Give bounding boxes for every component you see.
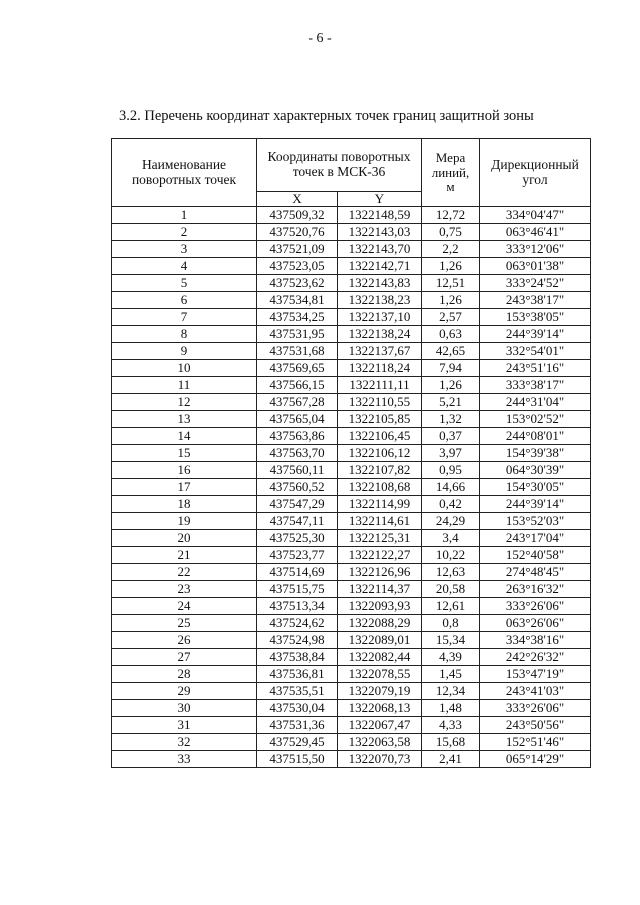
table-row — [112, 513, 591, 530]
line-length-cell: 1,32 — [422, 411, 480, 428]
coord-y-cell: 1322082,44 — [338, 649, 422, 666]
direction-angle-cell: 154°39'38" — [480, 445, 591, 462]
direction-angle-cell: 263°16'32" — [480, 581, 591, 598]
coord-x-cell: 437560,52 — [257, 479, 338, 496]
table-row — [112, 530, 591, 547]
line-length-cell: 42,65 — [422, 343, 480, 360]
point-number-cell: 4 — [112, 258, 257, 275]
direction-angle-cell: 244°39'14" — [480, 326, 591, 343]
line-length-cell: 15,34 — [422, 632, 480, 649]
line-length-cell: 12,34 — [422, 683, 480, 700]
direction-angle-cell: 333°26'06" — [480, 700, 591, 717]
direction-angle-cell: 244°39'14" — [480, 496, 591, 513]
line-length-cell: 12,61 — [422, 598, 480, 615]
coord-y-cell: 1322138,24 — [338, 326, 422, 343]
line-length-cell: 24,29 — [422, 513, 480, 530]
table-row — [112, 479, 591, 496]
direction-angle-cell: 242°26'32" — [480, 649, 591, 666]
direction-angle-cell: 274°48'45" — [480, 564, 591, 581]
table-row — [112, 700, 591, 717]
coord-x-cell: 437523,77 — [257, 547, 338, 564]
direction-angle-cell: 332°54'01" — [480, 343, 591, 360]
point-number-cell: 19 — [112, 513, 257, 530]
direction-angle-cell: 243°41'03" — [480, 683, 591, 700]
coord-x-cell: 437563,86 — [257, 428, 338, 445]
coord-x-cell: 437566,15 — [257, 377, 338, 394]
line-length-cell: 0,8 — [422, 615, 480, 632]
line-length-cell: 3,4 — [422, 530, 480, 547]
coord-y-cell: 1322114,61 — [338, 513, 422, 530]
point-number-cell: 13 — [112, 411, 257, 428]
point-number-cell: 6 — [112, 292, 257, 309]
line-length-cell: 12,63 — [422, 564, 480, 581]
point-number-cell: 17 — [112, 479, 257, 496]
coord-y-cell: 1322143,70 — [338, 241, 422, 258]
coord-x-cell: 437567,28 — [257, 394, 338, 411]
table-row — [112, 734, 591, 751]
coord-x-cell: 437563,70 — [257, 445, 338, 462]
coord-x-cell: 437536,81 — [257, 666, 338, 683]
coord-y-cell: 1322093,93 — [338, 598, 422, 615]
direction-angle-cell: 243°51'16" — [480, 360, 591, 377]
coord-x-cell: 437509,32 — [257, 207, 338, 224]
table-row — [112, 258, 591, 275]
coord-y-cell: 1322142,71 — [338, 258, 422, 275]
coord-y-cell: 1322143,03 — [338, 224, 422, 241]
line-length-cell: 10,22 — [422, 547, 480, 564]
point-number-cell: 27 — [112, 649, 257, 666]
table-row — [112, 326, 591, 343]
table-row — [112, 241, 591, 258]
direction-angle-cell: 244°08'01" — [480, 428, 591, 445]
header-line-length-line1: Мера — [435, 150, 466, 166]
line-length-cell: 0,63 — [422, 326, 480, 343]
line-length-cell: 0,95 — [422, 462, 480, 479]
point-number-cell: 25 — [112, 615, 257, 632]
coord-y-cell: 1322110,55 — [338, 394, 422, 411]
header-x: X — [257, 192, 338, 207]
coord-y-cell: 1322125,31 — [338, 530, 422, 547]
table-row — [112, 581, 591, 598]
coord-x-cell: 437515,50 — [257, 751, 338, 768]
point-number-cell: 7 — [112, 309, 257, 326]
coord-x-cell: 437534,81 — [257, 292, 338, 309]
table-row — [112, 292, 591, 309]
coord-x-cell: 437530,04 — [257, 700, 338, 717]
table-row — [112, 683, 591, 700]
direction-angle-cell: 243°17'04" — [480, 530, 591, 547]
line-length-cell: 1,48 — [422, 700, 480, 717]
direction-angle-cell: 154°30'05" — [480, 479, 591, 496]
table-row — [112, 462, 591, 479]
point-number-cell: 18 — [112, 496, 257, 513]
line-length-cell: 3,97 — [422, 445, 480, 462]
line-length-cell: 4,33 — [422, 717, 480, 734]
line-length-cell: 1,45 — [422, 666, 480, 683]
coord-y-cell: 1322114,99 — [338, 496, 422, 513]
direction-angle-cell: 333°38'17" — [480, 377, 591, 394]
coord-y-cell: 1322107,82 — [338, 462, 422, 479]
table-row — [112, 666, 591, 683]
coord-y-cell: 1322137,67 — [338, 343, 422, 360]
coord-y-cell: 1322122,27 — [338, 547, 422, 564]
table-row — [112, 360, 591, 377]
coord-y-cell: 1322118,24 — [338, 360, 422, 377]
coord-y-cell: 1322108,68 — [338, 479, 422, 496]
coord-x-cell: 437529,45 — [257, 734, 338, 751]
direction-angle-cell: 333°12'06" — [480, 241, 591, 258]
coord-x-cell: 437547,11 — [257, 513, 338, 530]
table-row — [112, 207, 591, 224]
coord-x-cell: 437515,75 — [257, 581, 338, 598]
point-number-cell: 1 — [112, 207, 257, 224]
coord-y-cell: 1322114,37 — [338, 581, 422, 598]
point-number-cell: 24 — [112, 598, 257, 615]
coord-y-cell: 1322137,10 — [338, 309, 422, 326]
point-number-cell: 20 — [112, 530, 257, 547]
coord-x-cell: 437565,04 — [257, 411, 338, 428]
table-row — [112, 343, 591, 360]
direction-angle-cell: 243°50'56" — [480, 717, 591, 734]
coordinates-table — [111, 138, 591, 768]
coord-y-cell: 1322143,83 — [338, 275, 422, 292]
table-row — [112, 394, 591, 411]
line-length-cell: 14,66 — [422, 479, 480, 496]
line-length-cell: 15,68 — [422, 734, 480, 751]
table-row — [112, 496, 591, 513]
direction-angle-cell: 334°04'47" — [480, 207, 591, 224]
direction-angle-cell: 153°38'05" — [480, 309, 591, 326]
table-row — [112, 547, 591, 564]
line-length-cell: 20,58 — [422, 581, 480, 598]
point-number-cell: 30 — [112, 700, 257, 717]
header-point-name: Наименование поворотных точек — [112, 139, 257, 207]
point-number-cell: 2 — [112, 224, 257, 241]
coord-x-cell: 437520,76 — [257, 224, 338, 241]
coord-x-cell: 437569,65 — [257, 360, 338, 377]
point-number-cell: 8 — [112, 326, 257, 343]
point-number-cell: 21 — [112, 547, 257, 564]
header-y: Y — [338, 192, 422, 207]
coord-y-cell: 1322067,47 — [338, 717, 422, 734]
header-line-length-unit: м — [446, 178, 455, 194]
table-row — [112, 275, 591, 292]
direction-angle-cell: 243°38'17" — [480, 292, 591, 309]
point-number-cell: 5 — [112, 275, 257, 292]
point-number-cell: 23 — [112, 581, 257, 598]
direction-angle-cell: 244°31'04" — [480, 394, 591, 411]
coordinates-table-body — [112, 207, 591, 768]
line-length-cell: 2,41 — [422, 751, 480, 768]
coord-y-cell: 1322126,96 — [338, 564, 422, 581]
table-row — [112, 377, 591, 394]
coord-x-cell: 437535,51 — [257, 683, 338, 700]
coord-x-cell: 437531,68 — [257, 343, 338, 360]
coord-y-cell: 1322148,59 — [338, 207, 422, 224]
coord-x-cell: 437524,98 — [257, 632, 338, 649]
point-number-cell: 29 — [112, 683, 257, 700]
point-number-cell: 12 — [112, 394, 257, 411]
section-heading: 3.2. Перечень координат характерных точек границ защитной зоны — [119, 108, 534, 124]
coord-y-cell: 1322070,73 — [338, 751, 422, 768]
point-number-cell: 33 — [112, 751, 257, 768]
header-line-length-line2: линий, — [431, 164, 470, 180]
page-number: - 6 - — [308, 31, 332, 46]
line-length-cell: 1,26 — [422, 292, 480, 309]
coord-y-cell: 1322089,01 — [338, 632, 422, 649]
coord-x-cell: 437547,29 — [257, 496, 338, 513]
coord-x-cell: 437525,30 — [257, 530, 338, 547]
point-number-cell: 11 — [112, 377, 257, 394]
coord-x-cell: 437521,09 — [257, 241, 338, 258]
line-length-cell: 5,21 — [422, 394, 480, 411]
direction-angle-cell: 153°47'19" — [480, 666, 591, 683]
direction-angle-cell: 064°30'39" — [480, 462, 591, 479]
table-row — [112, 615, 591, 632]
header-line-length — [422, 139, 480, 207]
line-length-cell: 7,94 — [422, 360, 480, 377]
coord-y-cell: 1322138,23 — [338, 292, 422, 309]
point-number-cell: 28 — [112, 666, 257, 683]
point-number-cell: 3 — [112, 241, 257, 258]
table-row — [112, 649, 591, 666]
table-row — [112, 751, 591, 768]
line-length-cell: 2,2 — [422, 241, 480, 258]
direction-angle-cell: 063°01'38" — [480, 258, 591, 275]
coord-y-cell: 1322068,13 — [338, 700, 422, 717]
coord-y-cell: 1322078,55 — [338, 666, 422, 683]
line-length-cell: 0,75 — [422, 224, 480, 241]
point-number-cell: 22 — [112, 564, 257, 581]
line-length-cell: 4,39 — [422, 649, 480, 666]
point-number-cell: 14 — [112, 428, 257, 445]
coord-y-cell: 1322063,58 — [338, 734, 422, 751]
coord-x-cell: 437514,69 — [257, 564, 338, 581]
table-row — [112, 598, 591, 615]
table-row — [112, 717, 591, 734]
table-row — [112, 445, 591, 462]
table-row — [112, 309, 591, 326]
direction-angle-cell: 152°51'46" — [480, 734, 591, 751]
direction-angle-cell: 333°26'06" — [480, 598, 591, 615]
direction-angle-cell: 153°52'03" — [480, 513, 591, 530]
direction-angle-cell: 333°24'52" — [480, 275, 591, 292]
coord-x-cell: 437531,36 — [257, 717, 338, 734]
coord-x-cell: 437560,11 — [257, 462, 338, 479]
point-number-cell: 10 — [112, 360, 257, 377]
table-row — [112, 224, 591, 241]
coord-y-cell: 1322111,11 — [338, 377, 422, 394]
direction-angle-cell: 065°14'29" — [480, 751, 591, 768]
line-length-cell: 1,26 — [422, 258, 480, 275]
header-coordinates: Координаты поворотных точек в МСК-36 — [257, 139, 422, 192]
coord-x-cell: 437523,05 — [257, 258, 338, 275]
coord-x-cell: 437523,62 — [257, 275, 338, 292]
coord-x-cell: 437524,62 — [257, 615, 338, 632]
direction-angle-cell: 153°02'52" — [480, 411, 591, 428]
point-number-cell: 9 — [112, 343, 257, 360]
line-length-cell: 12,72 — [422, 207, 480, 224]
line-length-cell: 12,51 — [422, 275, 480, 292]
line-length-cell: 1,26 — [422, 377, 480, 394]
line-length-cell: 0,37 — [422, 428, 480, 445]
coord-x-cell: 437534,25 — [257, 309, 338, 326]
point-number-cell: 31 — [112, 717, 257, 734]
line-length-cell: 2,57 — [422, 309, 480, 326]
point-number-cell: 15 — [112, 445, 257, 462]
coord-x-cell: 437513,34 — [257, 598, 338, 615]
direction-angle-cell: 063°26'06" — [480, 615, 591, 632]
direction-angle-cell: 063°46'41" — [480, 224, 591, 241]
coord-x-cell: 437531,95 — [257, 326, 338, 343]
table-row — [112, 428, 591, 445]
table-row — [112, 564, 591, 581]
table-row — [112, 632, 591, 649]
direction-angle-cell: 334°38'16" — [480, 632, 591, 649]
coord-y-cell: 1322106,12 — [338, 445, 422, 462]
coord-y-cell: 1322105,85 — [338, 411, 422, 428]
table-row — [112, 411, 591, 428]
point-number-cell: 26 — [112, 632, 257, 649]
coord-y-cell: 1322088,29 — [338, 615, 422, 632]
header-direction-angle: Дирекционный угол — [480, 139, 591, 207]
direction-angle-cell: 152°40'58" — [480, 547, 591, 564]
coord-x-cell: 437538,84 — [257, 649, 338, 666]
line-length-cell: 0,42 — [422, 496, 480, 513]
point-number-cell: 32 — [112, 734, 257, 751]
point-number-cell: 16 — [112, 462, 257, 479]
coord-y-cell: 1322106,45 — [338, 428, 422, 445]
coord-y-cell: 1322079,19 — [338, 683, 422, 700]
